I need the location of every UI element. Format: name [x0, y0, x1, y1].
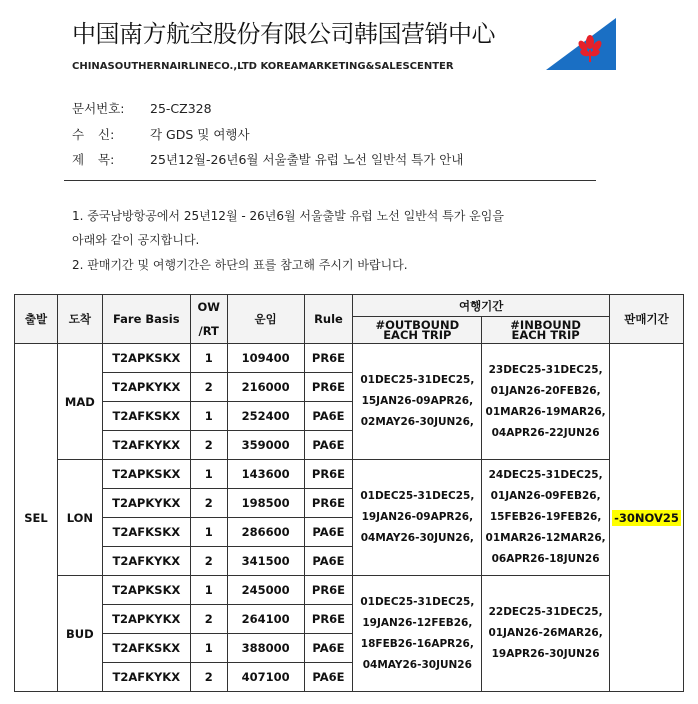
- fare-basis-cell: T2AFKSKX: [102, 402, 190, 431]
- fare-basis-cell: T2AFKYKX: [102, 431, 190, 460]
- subject-label-1: 제: [72, 152, 85, 167]
- fare-table: [14, 294, 684, 692]
- header-origin: 출발: [15, 295, 58, 344]
- subject-line: [72, 150, 463, 168]
- rule-cell: PA6E: [304, 402, 353, 431]
- header-owrt-1: OW: [197, 300, 220, 314]
- recipient-line: [72, 125, 250, 143]
- fare-cell: 359000: [227, 431, 304, 460]
- inbound-period: 24DEC25-31DEC25,: [488, 469, 603, 481]
- doc-number-label: 문서번호:: [72, 101, 125, 116]
- company-title: 中国南方航空股份有限公司韩国营销中心: [72, 20, 495, 48]
- fare-cell: 198500: [227, 489, 304, 518]
- header-inbound: [482, 317, 610, 344]
- inbound-period: 04APR26-22JUN26: [491, 426, 600, 439]
- rule-cell: PR6E: [304, 344, 353, 373]
- destination-cell: MAD: [57, 344, 102, 460]
- fare-basis-cell: T2AFKSKX: [102, 634, 190, 663]
- owrt-cell: 1: [190, 460, 227, 489]
- fare-cell: 216000: [227, 373, 304, 402]
- header-inbound-1: #INBOUND: [510, 318, 581, 333]
- body-line-2: 아래와 같이 공지합니다.: [72, 233, 200, 247]
- destination-cell: BUD: [57, 576, 102, 692]
- subject-label-2: 목:: [98, 152, 115, 167]
- inbound-period: 01MAR26-19MAR26,: [485, 405, 606, 418]
- fare-cell: 109400: [227, 344, 304, 373]
- rule-cell: PR6E: [304, 460, 353, 489]
- rule-cell: PA6E: [304, 547, 353, 576]
- fare-cell: 264100: [227, 605, 304, 634]
- fare-basis-cell: T2AFKYKX: [102, 663, 190, 692]
- fare-cell: 388000: [227, 634, 304, 663]
- header-inbound-2: EACH TRIP: [511, 328, 580, 343]
- outbound-period: 04MAY26-30JUN26,: [360, 532, 474, 544]
- header-owrt: [190, 295, 227, 344]
- inbound-cell: [482, 344, 610, 460]
- doc-number-line: [72, 99, 212, 117]
- fare-cell: 252400: [227, 402, 304, 431]
- header-fare: 운임: [227, 295, 304, 344]
- outbound-period: 01DEC25-31DEC25,: [360, 490, 475, 502]
- inbound-period: 23DEC25-31DEC25,: [488, 363, 603, 376]
- fare-basis-cell: T2APKSKX: [102, 344, 190, 373]
- rule-cell: PA6E: [304, 663, 353, 692]
- outbound-period: 04MAY26-30JUN26: [362, 658, 472, 671]
- fare-cell: 245000: [227, 576, 304, 605]
- doc-number: 25-CZ328: [150, 101, 212, 116]
- fare-basis-cell: T2AFKYKX: [102, 547, 190, 576]
- owrt-cell: 1: [190, 402, 227, 431]
- fare-basis-cell: T2APKSKX: [102, 576, 190, 605]
- rule-cell: PA6E: [304, 431, 353, 460]
- header-destination: 도착: [57, 295, 102, 344]
- owrt-cell: 1: [190, 518, 227, 547]
- header-fare-basis: Fare Basis: [102, 295, 190, 344]
- table-row: [15, 344, 684, 373]
- recipient-label-2: 신:: [98, 127, 115, 142]
- fare-cell: 341500: [227, 547, 304, 576]
- divider: [64, 180, 596, 181]
- outbound-period: 18FEB26-16APR26,: [360, 637, 474, 650]
- outbound-period: 19JAN26-12FEB26,: [362, 616, 473, 629]
- recipient-label-1: 수: [72, 127, 85, 142]
- fare-basis-cell: T2APKYKX: [102, 605, 190, 634]
- header-outbound: [353, 317, 482, 344]
- header-outbound-1: #OUTBOUND: [375, 318, 460, 333]
- inbound-period: 01MAR26-12MAR26,: [485, 532, 606, 544]
- owrt-cell: 2: [190, 663, 227, 692]
- rule-cell: PA6E: [304, 634, 353, 663]
- fare-cell: 143600: [227, 460, 304, 489]
- owrt-cell: 2: [190, 489, 227, 518]
- header-rule: Rule: [304, 295, 353, 344]
- outbound-period: 02MAY26-30JUN26,: [360, 416, 474, 428]
- inbound-cell: [482, 576, 610, 692]
- rule-cell: PR6E: [304, 489, 353, 518]
- inbound-cell: [482, 460, 610, 576]
- header-outbound-2: EACH TRIP: [383, 328, 452, 343]
- table-row: [15, 460, 684, 489]
- company-subtitle: CHINASOUTHERNAIRLINECO.,LTD KOREAMARKETING&SALESCENTER: [72, 61, 454, 72]
- inbound-period: 01JAN26-20FEB26,: [490, 384, 601, 397]
- owrt-cell: 2: [190, 431, 227, 460]
- inbound-period: 01JAN26-09FEB26,: [490, 490, 601, 502]
- rule-cell: PR6E: [304, 373, 353, 402]
- sales-period-cell: [609, 344, 683, 692]
- owrt-cell: 2: [190, 605, 227, 634]
- header-travel-period: 여행기간: [353, 295, 610, 317]
- rule-cell: PA6E: [304, 518, 353, 547]
- outbound-cell: [353, 460, 482, 576]
- header-owrt-2: /RT: [198, 324, 219, 338]
- destination-cell: LON: [57, 460, 102, 576]
- header-sales-period: 판매기간: [609, 295, 683, 344]
- rule-cell: PR6E: [304, 605, 353, 634]
- owrt-cell: 2: [190, 547, 227, 576]
- body-line-3: 2. 판매기간 및 여행기간은 하단의 표를 참고해 주시기 바랍니다.: [72, 258, 408, 272]
- inbound-period: 19APR26-30JUN26: [491, 648, 600, 660]
- body-line-1: 1. 중국남방항공에서 25년12월 - 26년6월 서울출발 유럽 노선 일반석 특가 운임을: [72, 209, 504, 223]
- table-row: [15, 576, 684, 605]
- fare-cell: 286600: [227, 518, 304, 547]
- outbound-cell: [353, 344, 482, 460]
- sales-period: -30NOV25: [614, 510, 679, 525]
- owrt-cell: 1: [190, 576, 227, 605]
- fare-basis-cell: T2APKYKX: [102, 489, 190, 518]
- outbound-cell: [353, 576, 482, 692]
- outbound-period: 19JAN26-09APR26,: [361, 511, 474, 523]
- outbound-period: 15JAN26-09APR26,: [361, 395, 474, 407]
- rule-cell: PR6E: [304, 576, 353, 605]
- fare-basis-cell: T2APKYKX: [102, 373, 190, 402]
- outbound-period: 01DEC25-31DEC25,: [360, 595, 475, 608]
- subject: 25년12월-26년6월 서울출발 유럽 노선 일반석 특가 안내: [150, 152, 464, 167]
- fare-cell: 407100: [227, 663, 304, 692]
- fare-basis-cell: T2APKSKX: [102, 460, 190, 489]
- inbound-period: 01JAN26-26MAR26,: [488, 627, 603, 639]
- owrt-cell: 2: [190, 373, 227, 402]
- inbound-period: 15FEB26-19FEB26,: [489, 511, 602, 523]
- airline-logo-icon: [546, 18, 616, 70]
- outbound-period: 01DEC25-31DEC25,: [360, 374, 475, 386]
- recipient: 각 GDS 및 여행사: [150, 127, 250, 142]
- origin-cell: SEL: [15, 344, 58, 692]
- fare-basis-cell: T2AFKSKX: [102, 518, 190, 547]
- inbound-period: 06APR26-18JUN26: [491, 553, 600, 565]
- owrt-cell: 1: [190, 634, 227, 663]
- inbound-period: 22DEC25-31DEC25,: [488, 606, 603, 618]
- owrt-cell: 1: [190, 344, 227, 373]
